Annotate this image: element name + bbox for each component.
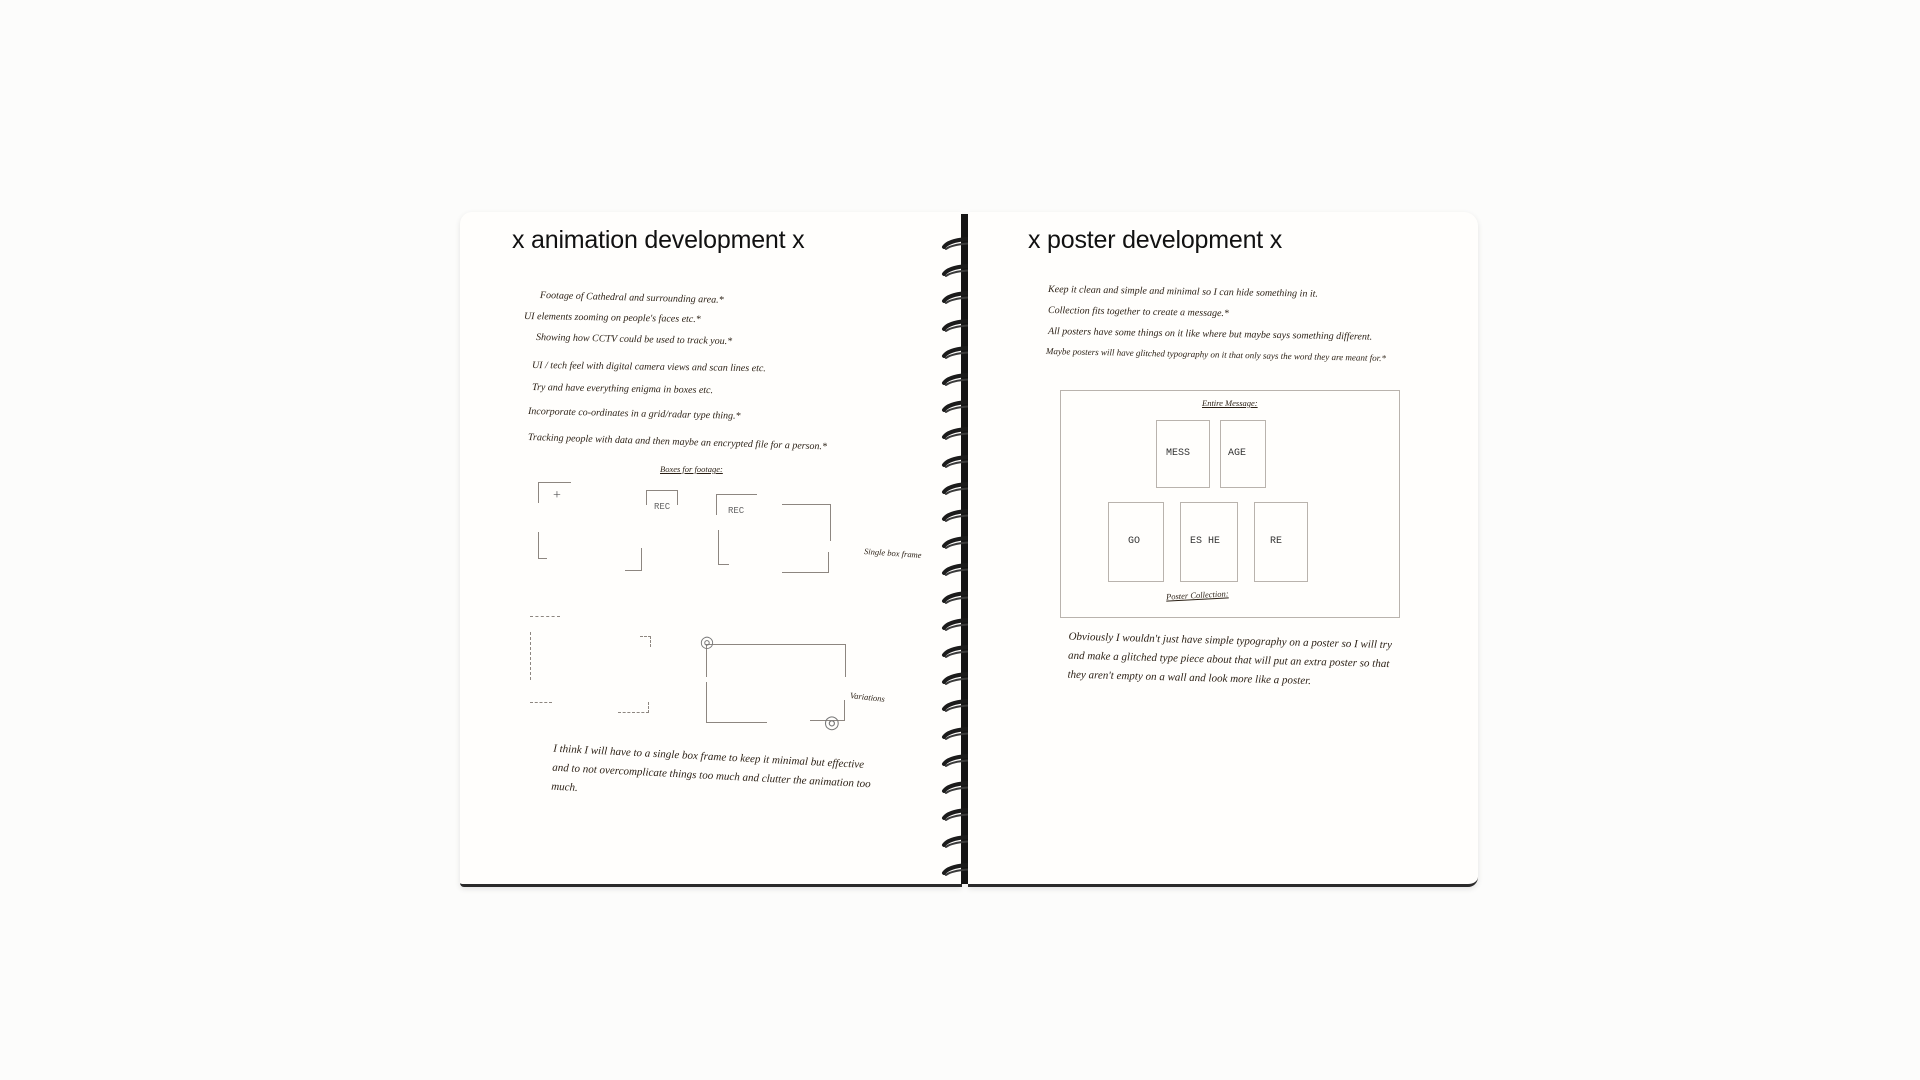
side-label: Variations	[849, 690, 886, 704]
collection-caption: Poster Collection:	[1165, 588, 1229, 602]
side-label: Single box frame	[863, 546, 922, 560]
note-item: Showing how CCTV could be used to track you.*	[535, 332, 733, 348]
note-item: UI / tech feel with digital camera views and scan lines etc.	[531, 360, 766, 375]
sketch-heading: Boxes for footage:	[660, 464, 723, 474]
left-conclusion: I think I will have to a single box frame to keep it minimal but effective and to not overcomplicate things too much and clutter the animation too much.	[550, 742, 871, 794]
right-page-title: x poster development x	[1028, 226, 1283, 254]
note-item: Footage of Cathedral and surrounding area.*	[539, 290, 724, 306]
note-item: UI elements zooming on people's faces etc.*	[523, 311, 701, 326]
right-page	[968, 212, 1478, 887]
note-item: Incorporate co-ordinates in a grid/radar type thing.*	[527, 406, 741, 422]
note-item: Keep it clean and simple and minimal so I can hide something in it.	[1047, 284, 1319, 300]
note-item: Try and have everything enigma in boxes etc.	[531, 382, 714, 397]
poster-word: MESS	[1166, 448, 1191, 459]
note-item: All posters have some things on it like where but maybe says something different.	[1047, 326, 1373, 343]
poster-word: AGE	[1228, 448, 1247, 459]
note-item: Maybe posters will have glitched typography on it that only says the word they are meant for.*	[1045, 346, 1387, 364]
note-item: Tracking people with data and then maybe an encrypted file for a person.*	[527, 432, 828, 453]
poster-word: RE	[1270, 536, 1283, 547]
left-page-title: x animation development x	[512, 226, 805, 254]
right-conclusion: Obviously I wouldn't just have simple typography on a poster so I will try and make a glitched type piece about that will put an extra poster so that they aren't empty on a wall and look more like a poster.	[1067, 630, 1393, 688]
rec-label: REC	[728, 506, 745, 516]
note-item: Collection fits together to create a message.*	[1047, 305, 1230, 320]
left-page: x animation development x Footage of Cathedral and surrounding area.* UI elements zooming on people's faces etc.* Showing how CCTV could be used to track you.* UI / tech feel with digital camera views and scan lines etc. Try and have everything enigma in boxes etc. Incorporate co-ordinates in a grid/radar type thing.* Tracking people with data and then maybe an encrypted file for a person.* Boxes for footage: + REC REC ◎ ◎ Single box frame Variations I think I will have to a single box frame to keep it minimal but effective and to not overcomplicate things too much and clutter the animation too much.	[460, 212, 962, 887]
poster-word: GO	[1128, 536, 1141, 547]
poster-word: ES HE	[1190, 536, 1221, 547]
collection-heading: Entire Message:	[1202, 398, 1258, 408]
rec-label: REC	[654, 502, 671, 512]
